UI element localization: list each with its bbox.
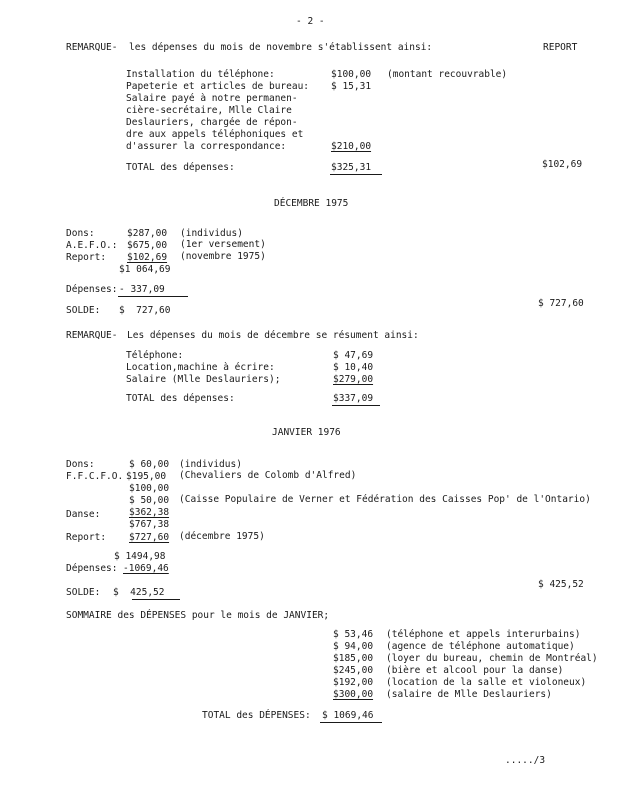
dec-report-note: (novembre 1975) — [180, 251, 266, 262]
jan-depenses-label: Dépenses: — [66, 563, 118, 574]
jan-report-note: (décembre 1975) — [179, 531, 265, 542]
section-heading-december: DÉCEMBRE 1975 — [274, 198, 349, 209]
list-item: Papeterie et articles de bureau: — [126, 81, 310, 92]
jan-report-label: Report: — [66, 532, 107, 543]
jan-solde-label: SOLDE: — [66, 587, 101, 598]
amount-salary: $210,00 — [331, 141, 372, 152]
list-item-amount: $ 10,40 — [333, 362, 374, 373]
jan-danse-label: Danse: — [66, 509, 101, 520]
jan-total-amount: $ 1069,46 — [322, 710, 374, 721]
section-heading-january: JANVIER 1976 — [272, 427, 341, 438]
list-item: cière-secrétaire, Mlle Claire — [126, 105, 292, 116]
jan-subtotal: $767,38 — [129, 519, 170, 530]
dec-report-amount: $102,69 — [127, 252, 168, 263]
dec-total-amount: $337,09 — [333, 393, 374, 404]
jan-dons-label: Dons: — [66, 459, 95, 470]
divider — [332, 405, 380, 406]
divider — [132, 599, 180, 600]
jan-line4-amount: $ 50,00 — [129, 495, 170, 506]
jan-sommaire-text: SOMMAIRE des DÉPENSES pour le mois de JANVIER; — [66, 610, 330, 621]
jan-grand-total: $ 1494,98 — [114, 551, 166, 562]
dec-depenses-amount: - 337,09 — [119, 284, 165, 295]
list-item: (location de la salle et violoneux) — [386, 677, 587, 688]
list-item-amount: $ 94,00 — [333, 641, 374, 652]
dec-report-label: Report: — [66, 252, 107, 263]
jan-danse-amount: $362,38 — [129, 507, 170, 518]
list-item-amount: $245,00 — [333, 665, 374, 676]
jan-total-label: TOTAL des DÉPENSES: — [202, 710, 311, 721]
jan-line3-note: (Caisse Populaire de Verner et Fédération des Caisses Pop' de l'Ontario) — [179, 494, 591, 505]
list-item: Téléphone: — [126, 350, 184, 361]
list-item: Location,machine à écrire: — [126, 362, 275, 373]
nov-remark-text: les dépenses du mois de novembre s'établissent ainsi: — [129, 42, 433, 53]
list-item-amount: $ 53,46 — [333, 629, 374, 640]
jan-right-amount: $ 425,52 — [538, 579, 584, 590]
list-item: dre aux appels téléphoniques et — [126, 129, 304, 140]
dec-remark-text: Les dépenses du mois de décembre se résument ainsi: — [127, 330, 419, 341]
list-item: (agence de téléphone automatique) — [386, 641, 575, 652]
dec-solde-amount: $ 727,60 — [119, 305, 171, 316]
list-item: (salaire de Mlle Deslauriers) — [386, 689, 552, 700]
dec-aefo-label: A.E.F.O.: — [66, 240, 118, 251]
nov-remark-label: REMARQUE- — [66, 42, 118, 53]
page-number: - 2 - — [296, 16, 325, 27]
divider — [330, 174, 382, 175]
dec-aefo-note: (1er versement) — [180, 239, 266, 250]
nov-total-label: TOTAL des dépenses: — [126, 162, 235, 173]
list-item: d'assurer la correspondance: — [126, 141, 287, 152]
dec-dons-note: (individus) — [180, 228, 243, 239]
jan-depenses-amount: -1069,46 — [123, 563, 169, 574]
amount-phone-note: (montant recouvrable) — [387, 69, 508, 80]
dec-dons-label: Dons: — [66, 228, 95, 239]
jan-line3-amount: $100,00 — [129, 483, 170, 494]
list-item-amount: $192,00 — [333, 677, 374, 688]
jan-report-amount: $727,60 — [129, 532, 170, 543]
jan-ffcfo-amount: $195,00 — [126, 471, 167, 482]
dec-remark-label: REMARQUE- — [66, 330, 118, 341]
dec-depenses-label: Dépenses: — [66, 284, 118, 295]
dec-total-label: TOTAL des dépenses: — [126, 393, 235, 404]
list-item: Salaire (Mlle Deslauriers); — [126, 374, 281, 385]
list-item: Salaire payé à notre permanen- — [126, 93, 298, 104]
dec-right-amount: $ 727,60 — [538, 298, 584, 309]
dec-dons-amount: $287,00 — [127, 228, 168, 239]
jan-dons-note: (individus) — [179, 459, 242, 470]
list-item: Installation du téléphone: — [126, 69, 275, 80]
jan-ffcfo-label: F.F.C.F.O. — [66, 471, 124, 482]
jan-ffcfo-note: (Chevaliers de Colomb d'Alfred) — [179, 470, 357, 481]
list-item: (téléphone et appels interurbains) — [386, 629, 581, 640]
divider — [118, 296, 188, 297]
nov-total-amount: $325,31 — [331, 162, 372, 173]
list-item-amount: $300,00 — [333, 689, 374, 700]
list-item-amount: $279,00 — [333, 374, 374, 385]
list-item: (loyer du bureau, chemin de Montréal) — [386, 653, 598, 664]
list-item: (bière et alcool pour la danse) — [386, 665, 564, 676]
list-item: Deslauriers, chargée de répon- — [126, 117, 298, 128]
amount-phone: $100,00 — [331, 69, 372, 80]
amount-office: $ 15,31 — [331, 81, 372, 92]
report-label: REPORT — [543, 42, 578, 53]
jan-dons-amount: $ 60,00 — [129, 459, 170, 470]
divider — [320, 722, 382, 723]
dec-subtotal: $1 064,69 — [119, 264, 171, 275]
dec-solde-label: SOLDE: — [66, 305, 101, 316]
list-item-amount: $ 47,69 — [333, 350, 374, 361]
dec-aefo-amount: $675,00 — [127, 240, 168, 251]
report-amount: $102,69 — [542, 159, 583, 170]
jan-solde-amount: $ 425,52 — [113, 587, 165, 598]
page-continuation: ...../3 — [505, 755, 546, 766]
list-item-amount: $185,00 — [333, 653, 374, 664]
